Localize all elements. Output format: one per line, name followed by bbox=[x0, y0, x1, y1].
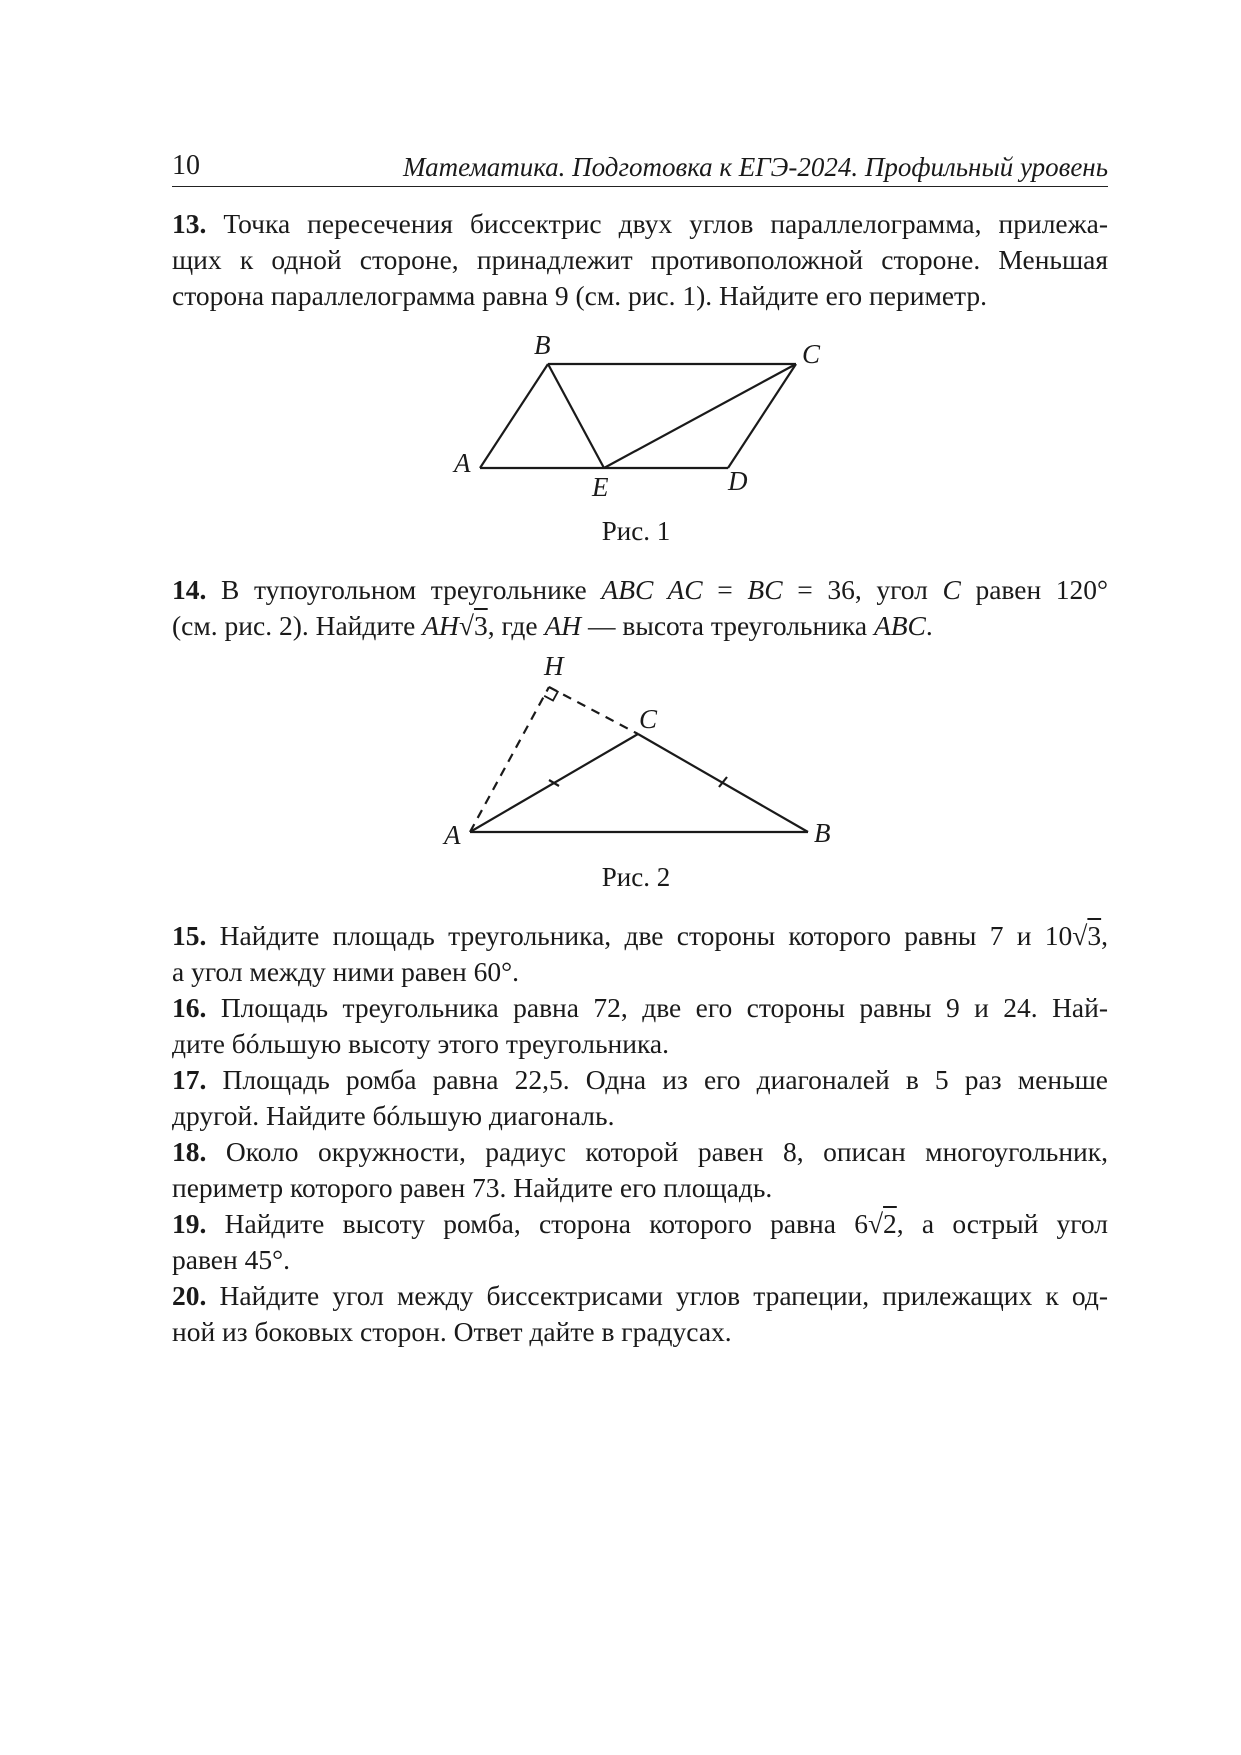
problem-19 bbox=[172, 1206, 1108, 1278]
problem-17-line-1: 17. Площадь ромба равна 22,5. Одна из его диагоналей в 5 раз меньше bbox=[172, 1064, 1109, 1095]
problem-19-number: 19. bbox=[172, 1208, 207, 1239]
problem-14-line-1: 14. В тупоугольном треугольнике ABC AC = BC = 36, угол C равен 120° bbox=[172, 574, 1109, 605]
altitude-ah bbox=[470, 687, 549, 832]
problem-18-line-2: периметр которого равен 73. Найдите его площадь. bbox=[172, 1172, 773, 1203]
point-label-e: E bbox=[592, 472, 609, 502]
problem-20 bbox=[172, 1278, 1108, 1350]
problem-13-line-1: 13. Точка пересечения биссектрис двух углов параллелограмма, прилежа- bbox=[172, 208, 1109, 239]
figure-2-diagram bbox=[440, 650, 860, 850]
point-label-a: A bbox=[454, 448, 471, 478]
point-label-h: H bbox=[544, 651, 564, 681]
point-label-c: C bbox=[802, 339, 821, 369]
problem-15 bbox=[172, 918, 1108, 990]
problem-14 bbox=[172, 572, 1108, 644]
problem-13-line-2: щих к одной стороне, принадлежит противоположной стороне. Меньшая bbox=[172, 244, 1108, 275]
problem-17-number: 17. bbox=[172, 1064, 207, 1095]
problem-16-line-1: 16. Площадь треугольника равна 72, две его стороны равны 9 и 24. Най- bbox=[172, 992, 1109, 1023]
figure-1 bbox=[440, 330, 840, 500]
problem-16-number: 16. bbox=[172, 992, 207, 1023]
figure-2 bbox=[440, 650, 860, 850]
problem-17-line-2: другой. Найдите бóльшую диагональ. bbox=[172, 1100, 615, 1131]
problem-19-line-2: равен 45°. bbox=[172, 1244, 290, 1275]
point-label-b: B bbox=[534, 330, 551, 360]
problem-18-number: 18. bbox=[172, 1136, 207, 1167]
point-label-c: C bbox=[639, 704, 658, 734]
segment-be bbox=[548, 364, 604, 468]
figure-1-diagram bbox=[440, 330, 840, 500]
segment-ce bbox=[604, 364, 796, 468]
running-title: Математика. Подготовка к ЕГЭ-2024. Профильный уровень bbox=[403, 152, 1108, 182]
problem-15-line-1: 15. Найдите площадь треугольника, две стороны которого равны 7 и 10√3, bbox=[172, 920, 1108, 951]
segment-cd bbox=[728, 364, 796, 468]
segment-ab bbox=[480, 364, 548, 468]
extension-hc bbox=[549, 687, 638, 734]
point-label-b: B bbox=[814, 818, 831, 848]
problem-14-number: 14. bbox=[172, 574, 207, 605]
problem-20-number: 20. bbox=[172, 1280, 207, 1311]
problem-17 bbox=[172, 1062, 1108, 1134]
point-label-a: A bbox=[444, 820, 461, 850]
problem-13-line-3: сторона параллелограмма равна 9 (см. рис. 1). Найдите его периметр. bbox=[172, 280, 988, 311]
page-header bbox=[172, 150, 1108, 187]
problem-14-line-2: (см. рис. 2). Найдите AH√3, где AH — высота треугольника ABC. bbox=[172, 610, 933, 641]
problem-13 bbox=[172, 206, 1108, 314]
problem-16-line-2: дите бóльшую высоту этого треугольника. bbox=[172, 1028, 670, 1059]
problem-15-number: 15. bbox=[172, 920, 207, 951]
page-number: 10 bbox=[172, 150, 200, 181]
problem-18 bbox=[172, 1134, 1108, 1206]
point-label-d: D bbox=[728, 466, 748, 496]
problem-20-line-2: ной из боковых сторон. Ответ дайте в градусах. bbox=[172, 1316, 732, 1347]
figure-1-caption: Рис. 1 bbox=[601, 516, 671, 546]
problem-15-line-2: а угол между ними равен 60°. bbox=[172, 956, 520, 987]
figure-2-caption: Рис. 2 bbox=[601, 862, 671, 892]
problem-20-line-1: 20. Найдите угол между биссектрисами углов трапеции, прилежащих к од- bbox=[172, 1280, 1109, 1311]
problem-13-number: 13. bbox=[172, 208, 207, 239]
problem-18-line-1: 18. Около окружности, радиус которой равен 8, описан многоугольник, bbox=[172, 1136, 1109, 1167]
problem-16 bbox=[172, 990, 1108, 1062]
problem-19-line-1: 19. Найдите высоту ромба, сторона которого равна 6√2, а острый угол bbox=[172, 1208, 1108, 1239]
right-angle-mark bbox=[544, 687, 558, 701]
